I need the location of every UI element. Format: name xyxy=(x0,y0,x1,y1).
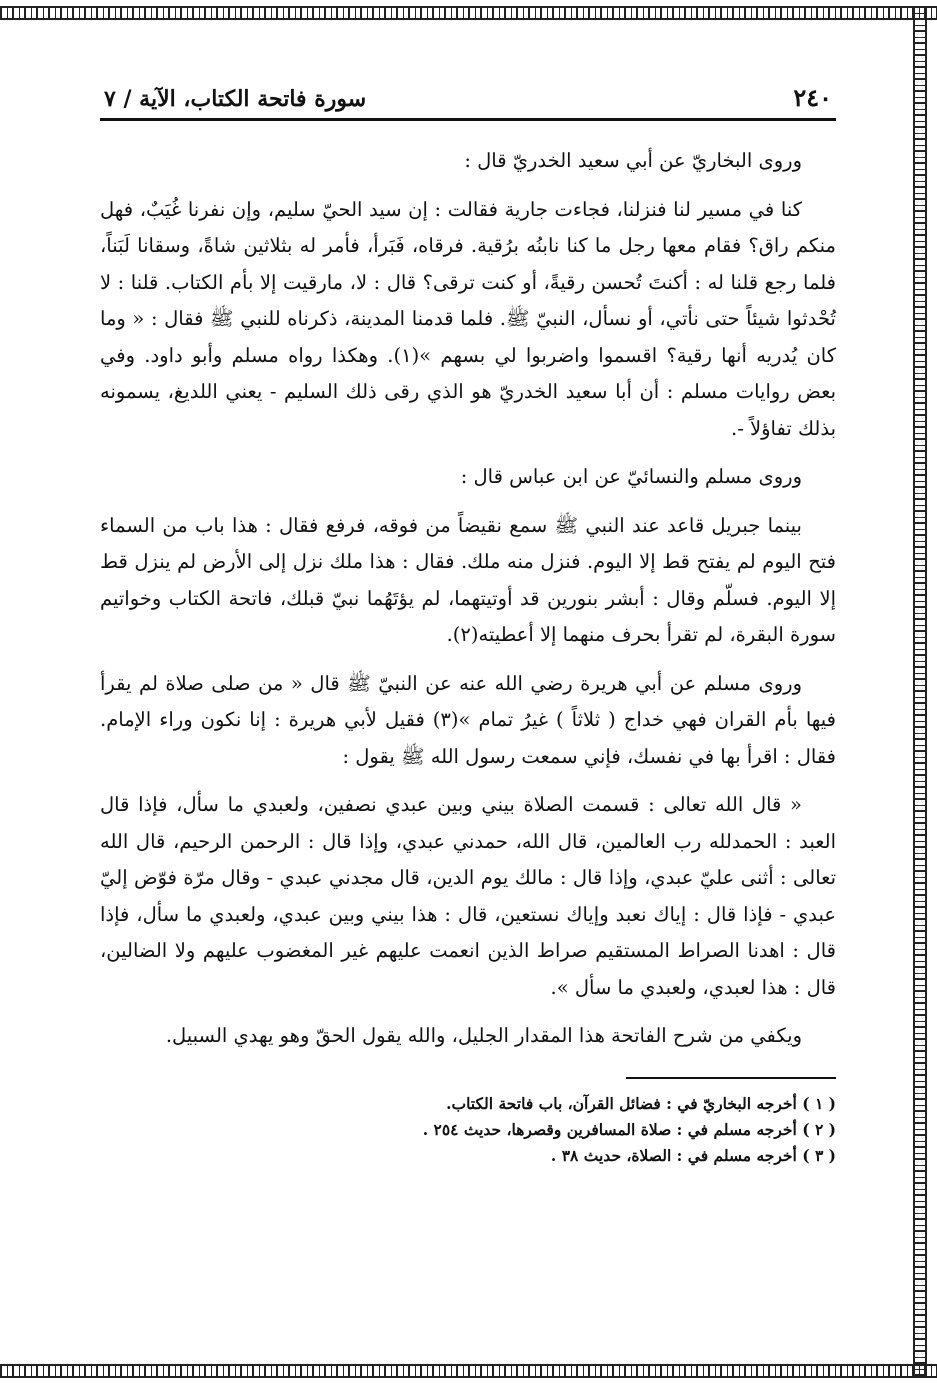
paragraph-gap xyxy=(100,447,836,459)
page-number: ٢٤٠ xyxy=(793,83,832,112)
paragraph-gap xyxy=(100,180,836,192)
page-content xyxy=(100,70,836,1169)
paragraph-gap xyxy=(100,496,836,508)
body-text xyxy=(100,143,836,1055)
paragraph: وروى مسلم عن أبي هريرة رضي الله عنه عن النبيّ ﷺ قال « من صلى صلاة لم يقرأ فيها بأم القران فهي خداج ( ثلاثاً ) غيرُ تمام »(٣) فقيل لأبي هريرة : إنا نكون وراء الإمام. فقال : اقرأ بها في نفسك، فإني سمعت رسول الله ﷺ يقول : xyxy=(100,671,836,768)
footnotes xyxy=(100,1091,836,1169)
paragraph-gap xyxy=(100,654,836,666)
paragraph-gap xyxy=(100,775,836,787)
paragraph-gap xyxy=(100,1006,836,1018)
footnote: ( ٣ ) أخرجه مسلم في : الصلاة، حديث ٣٨ . xyxy=(550,1145,836,1165)
footnote: ( ٢ ) أخرجه مسلم في : صلاة المسافرين وقصرها، حديث ٢٥٤ . xyxy=(422,1119,836,1139)
running-header xyxy=(100,70,836,121)
chapter-title: سورة فاتحة الكتاب، الآية / ٧ xyxy=(104,86,367,112)
paragraph: « قال الله تعالى : قسمت الصلاة بيني وبين عبدي نصفين، ولعبدي ما سأل، فإذا قال العبد : الحمدلله رب العالمين، قال الله، حمدني عبدي، وإذا قال : الرحمن الرحيم، قال الله تعالى : أثنى عليّ عبدي، وإذا قال : مالك يوم الدين، قال مجدني عبدي - وقال مرّة فوّض إليّ عبدي - فإذا قال : إياك نعبد وإياك نستعين، قال : هذا بيني وبين عبدي، ولعبدي ما سأل، فإذا قال : اهدنا الصراط المستقيم صراط الذين انعمت عليهم غير المغضوب عليهم ولا الضالين، قال : هذا لعبدي، ولعبدي ما سأل ». xyxy=(100,793,836,999)
footnote: ( ١ ) أخرجه البخاريّ في : فضائل القرآن، باب فاتحة الكتاب. xyxy=(446,1093,836,1113)
paragraph: بينما جبريل قاعد عند النبي ﷺ سمع نقيضاً من فوقه، فرفع فقال : هذا باب من السماء فتح اليوم لم يفتح قط إلا اليوم. فنزل منه ملك. فقال : هذا ملك نزل إلى الأرض لم ينزل قط إلا اليوم. فسلّم وقال : أبشر بنورين قد أوتيتهما، لم يؤتَهُما نبيّ قبلك، فاتحة الكتاب وخواتيم سورة البقرة، لم تقرأ بحرف منهما إلا أعطيته(٢). xyxy=(100,513,836,646)
paragraph: ويكفي من شرح الفاتحة هذا المقدار الجليل، والله يقول الحقّ وهو يهدي السبيل. xyxy=(165,1024,802,1047)
footnote-divider xyxy=(626,1077,836,1079)
decorative-border-right xyxy=(913,6,927,1378)
paragraph: كنا في مسير لنا فنزلنا، فجاءت جارية فقالت : إن سيد الحيّ سليم، وإن نفرنا غُيَبٌ، فهل منكم راق؟ فقام معها رجل ما كنا نابنُه برُقية. فرقاه، فَبَرأ، فأمر له بثلاثين شاةً، وسقانا لَبَناً، فلما رجع قلنا له : أكنتَ تُحسن رقيةً، أو كنت ترقى؟ قال : لا، مارقيت إلا بأم الكتاب. قلنا : لا تُحْدثوا شيئاً حتى نأتي، أو نسأل، النبيّ ﷺ. فلما قدمنا المدينة، ذكرناه للنبي ﷺ فقال : « وما كان يُدريه أنها رقية؟ اقسموا واضربوا لي بسهم »(١). وهكذا رواه مسلم وأبو داود. وفي بعض روايات مسلم : أن أبا سعيد الخدريّ هو الذي رقى ذلك السليم - يعني اللديغ، يسمونه بذلك تفاؤلاً -. xyxy=(100,197,836,440)
decorative-border-bottom xyxy=(0,1364,937,1378)
decorative-border-top xyxy=(0,6,937,20)
paragraph: وروى مسلم والنسائيّ عن ابن عباس قال : xyxy=(460,465,802,488)
paragraph: وروى البخاريّ عن أبي سعيد الخدريّ قال : xyxy=(464,149,802,172)
